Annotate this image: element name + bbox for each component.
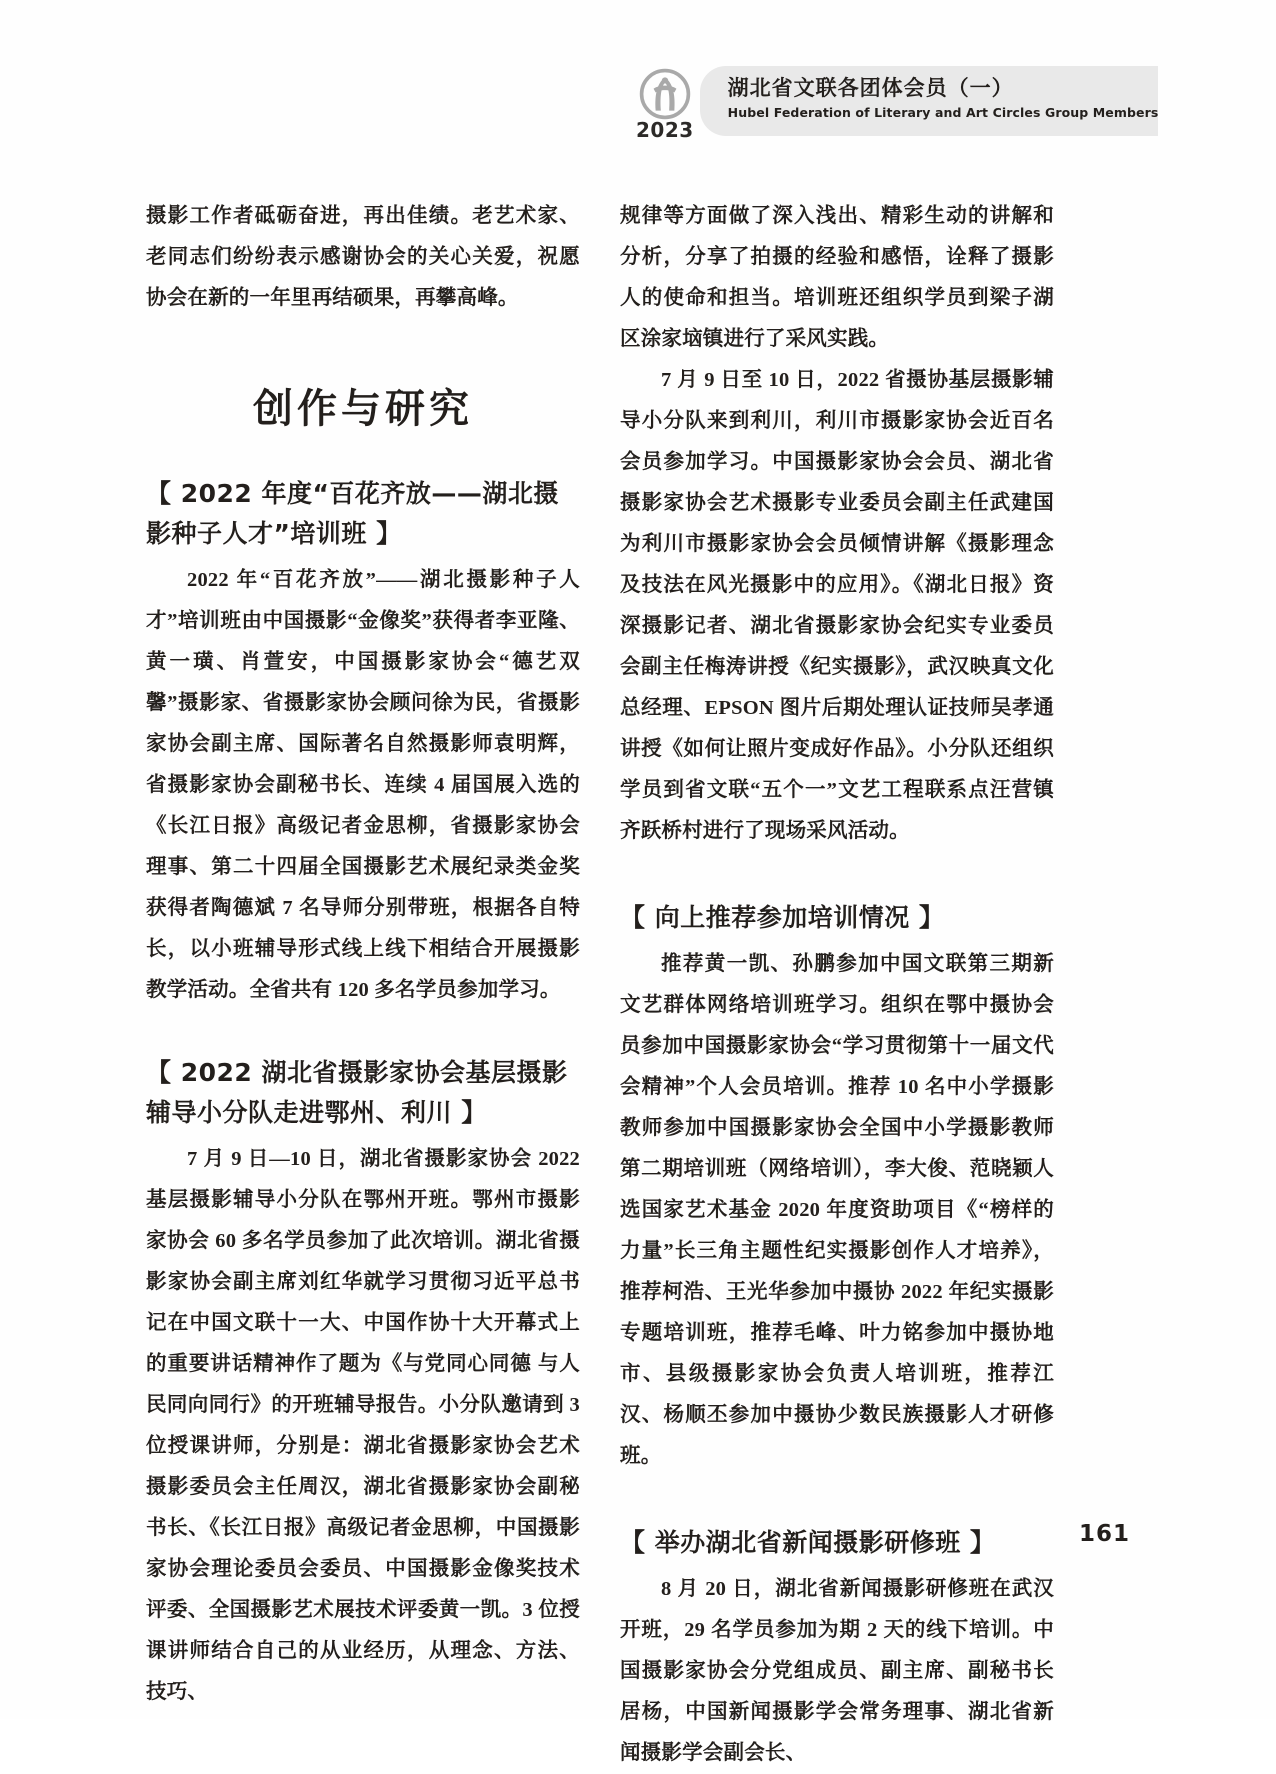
- continued-paragraph: 规律等方面做了深入浅出、精彩生动的讲解和分析，分享了拍摄的经验和感悟，诠释了摄影人的使命和担当。培训班还组织学员到梁子湖区涂家垴镇进行了采风实践。: [620, 205, 1054, 350]
- section-heading-seed-talent-training: 【 2022 年度“百花齐放——湖北摄影种子人才”培训班 】: [146, 479, 559, 548]
- header-year: 2023: [636, 118, 694, 142]
- header-title-cn: 湖北省文联各团体会员（一）: [727, 76, 1014, 100]
- section-paragraph: 7 月 9 日至 10 日，2022 省摄协基层摄影辅导小分队来到利川，利川市摄影家协会近百名会员参加学习。中国摄影家协会会员、湖北省摄影家协会艺术摄影专业委员会副主任武建国为利川市摄影家协会会员倾情讲解《摄影理念及技法在风光摄影中的应用》。《湖北日报》资深摄影记者、湖北省摄影家协会纪实专业委员会副主任梅涛讲授《纪实摄影》，武汉映真文化总经理、EPSON 图片后期处理认证技师吴孝通讲授《如何让照片变成好作品》。小分队还组织学员到省文联“五个一”文艺工程联系点汪营镇齐跃桥村进行了现场采风活动。: [620, 369, 1054, 842]
- spacer: [146, 1011, 580, 1027]
- continuation-paragraph: 摄影工作者砥砺奋进，再出佳绩。老艺术家、老同志们纷纷表示感谢协会的关心关爱，祝愿协会在新的一年里再结硕果，再攀高峰。: [146, 205, 580, 309]
- federation-emblem-icon: [639, 68, 691, 120]
- section-heading-upward-recommendation: 【 向上推荐参加培训情况 】: [620, 903, 945, 932]
- right-column: [620, 196, 1054, 1774]
- header-logo-block: [636, 66, 694, 142]
- spacer: [620, 852, 1054, 868]
- section-paragraph: 8 月 20 日，湖北省新闻摄影研修班在武汉开班，29 名学员参加为期 2 天的线下培训。中国摄影家协会分党组成员、副主席、副秘书长居杨，中国新闻摄影学会常务理事、湖北省新闻摄影学会副会长、: [620, 1578, 1054, 1764]
- page-title: 创作与研究: [253, 386, 473, 432]
- section-paragraph: 推荐黄一凯、孙鹏参加中国文联第三期新文艺群体网络培训班学习。组织在鄂中摄协会员参加中国摄影家协会“学习贯彻第十一届文代会精神”个人会员培训。推荐 10 名中小学摄影教师参加中国摄影家协会全国中小学摄影教师第二期培训班（网络培训），李大俊、范晓颖人选国家艺术基金 2020 年度资助项目《“榜样的力量”长三角主题性纪实摄影创作人才培养》，推荐柯浩、王光华参加中摄协 2022 年纪实摄影专题培训班，推荐毛峰、叶力铭参加中摄协地市、县级摄影家协会负责人培训班，推荐江汉、杨顺丕参加中摄协少数民族摄影人才研修班。: [620, 953, 1054, 1467]
- running-header: [636, 66, 1159, 142]
- page-number: 161: [1078, 1521, 1130, 1547]
- spacer: [620, 1477, 1054, 1493]
- section-heading-news-photography-seminar: 【 举办湖北省新闻摄影研修班 】: [620, 1528, 996, 1557]
- left-column: [146, 196, 580, 1713]
- header-title-plate: [700, 66, 1159, 136]
- section-paragraph: 7 月 9 日—10 日，湖北省摄影家协会 2022 基层摄影辅导小分队在鄂州开班。鄂州市摄影家协会 60 多名学员参加了此次培训。湖北省摄影家协会副主席刘红华就学习贯彻习近平总书记在中国文联十一大、中国作协十大开幕式上的重要讲话精神作了题为《与党同心同德 与人民同向同行》的开班辅导报告。小分队邀请到 3 位授课讲师，分别是：湖北省摄影家协会艺术摄影委员会主任周汉，湖北省摄影家协会副秘书长、《长江日报》高级记者金思柳，中国摄影家协会理论委员会委员、中国摄影金像奖技术评委、全国摄影艺术展技术评委黄一凯。3 位授课讲师结合自己的从业经历，从理念、方法、技巧、: [146, 1148, 580, 1703]
- section-heading-grassroots-squad: 【 2022 湖北省摄影家协会基层摄影辅导小分队走进鄂州、利川 】: [146, 1058, 568, 1127]
- header-title-en: Hubel Federation of Literary and Art Circles Group Members: [727, 104, 1159, 120]
- section-paragraph: 2022 年“百花齐放”——湖北摄影种子人才”培训班由中国摄影“金像奖”获得者李亚隆、黄一璜、肖萱安，中国摄影家协会“德艺双馨”摄影家、省摄影家协会顾问徐为民，省摄影家协会副主席、国际著名自然摄影师袁明辉，省摄影家协会副秘书长、连续 4 届国展入选的《长江日报》高级记者金思柳，省摄影家协会理事、第二十四届全国摄影艺术展纪录类金奖获得者陶德斌 7 名导师分别带班，根据各自特长，以小班辅导形式线上线下相结合开展摄影教学活动。全省共有 120 多名学员参加学习。: [146, 569, 580, 1001]
